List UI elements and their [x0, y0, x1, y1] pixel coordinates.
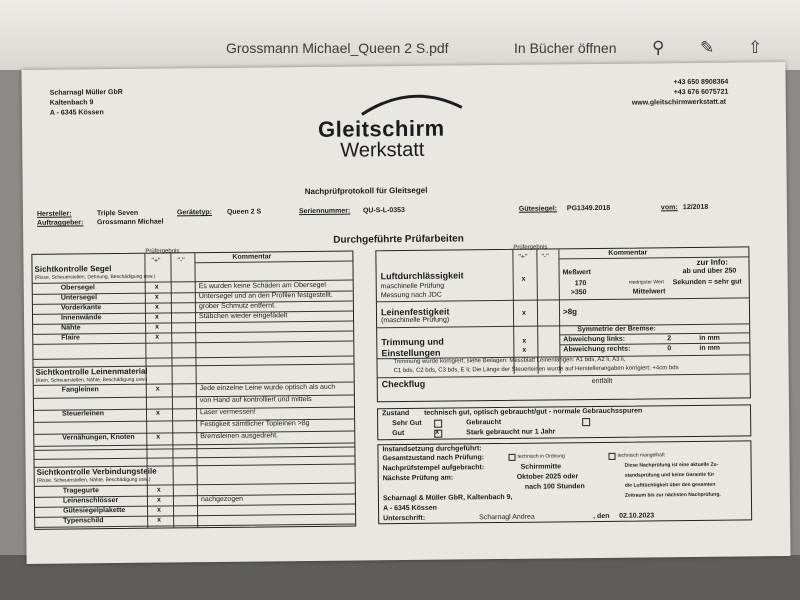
addr-2: A - 6345 Kössen: [383, 504, 437, 513]
note-2: standsprüfung und keine Garantie für: [624, 471, 715, 479]
company-phone-1: +43 650 8908364: [673, 78, 729, 87]
trimmung-note-1: Trimmung wurde korrigiert, siehe Beilagen: Messblatt Leinenlängen: A1 bds, A2 li, A3 li,: [393, 356, 626, 366]
zustand-gebraucht: Gebraucht: [466, 419, 502, 427]
leinen-title: Sichtkontrolle Leinenmaterial: [35, 366, 148, 377]
naechste-label: Nächste Prüfung am:: [382, 474, 454, 483]
trimmung-mark-1: x: [522, 337, 527, 345]
zustand-box: [377, 404, 751, 440]
unterschrift-label: Unterschrift:: [383, 514, 426, 523]
search-icon[interactable]: ⚲: [652, 38, 665, 57]
stempel-value: Schirmmitte: [520, 463, 562, 471]
segel-row-divider: [33, 331, 353, 335]
leinen-sub: (Kern, Scheuerstellen, Nähte, Beschädigung usw.): [35, 376, 148, 384]
gebraucht-checkbox[interactable]: [582, 418, 590, 426]
logo-arc-icon: [342, 87, 482, 118]
document-title: Nachprüfprotokoll für Gleitsegel: [304, 185, 428, 197]
luft-info1: ab und über 250: [682, 267, 737, 276]
naechste-value-2: nach 100 Stunden: [524, 483, 585, 491]
luft-m1-note: niedrigster Wert: [628, 279, 664, 286]
verbindung-row-mark: x: [157, 516, 162, 524]
abw-rechts-label: Abweichung rechts:: [563, 345, 631, 354]
company-name: Scharnagl Müller GbR: [49, 88, 123, 97]
luft-info2: Sekunden = sehr gut: [672, 278, 742, 287]
segel-row-mark: x: [154, 293, 159, 301]
document-page: [21, 62, 790, 564]
abw-rechts-unit: in mm: [699, 344, 721, 352]
leinen-row-comment: Jede einzelne Leine wurde optisch als auch: [199, 383, 336, 393]
right-table: [375, 246, 751, 402]
markup-icon[interactable]: ✎: [700, 38, 715, 57]
right-col-minus: "-": [541, 253, 549, 261]
zustand-stark: Stark gebraucht nur 1 Jahr: [466, 428, 556, 437]
open-in-books-button[interactable]: In Bücher öffnen: [514, 40, 617, 56]
company-city: A - 6345 Kössen: [49, 109, 104, 117]
right-kommentar-header: Kommentar: [608, 249, 648, 257]
leinen-row-label: Steuerleinen: [62, 410, 105, 418]
segel-row-mark: x: [154, 313, 159, 321]
file-title: Grossmann Michael_Queen 2 S.pdf: [226, 40, 449, 56]
seriennummer-label: Seriennummer:: [298, 207, 351, 216]
sym-title: Symmetrie der Bremse:: [577, 325, 656, 334]
sehr-gut-checkbox[interactable]: [434, 420, 442, 428]
verbindung-row-label: Tragegurte: [62, 487, 100, 495]
leinen-row-mark: x: [156, 433, 161, 441]
luft-m2-note: Mittelwert: [632, 288, 666, 296]
leinen-row-label: Fangleinen: [61, 386, 99, 394]
luft-line1: maschinelle Prüfung: [380, 282, 445, 291]
festigkeit-value: >8g: [562, 307, 578, 317]
verbindung-row-mark: x: [157, 506, 161, 514]
gesamt-opt1: technisch in Ordnung: [517, 453, 565, 460]
leinen-row-mark: x: [155, 409, 160, 417]
verbindung-row-mark: x: [156, 496, 161, 504]
left-kommentar-header: Kommentar: [232, 253, 272, 261]
leinen-row-comment: Festigkeit sämtlicher Topleinen >8g: [200, 420, 310, 429]
company-street: Kaltenbach 9: [49, 99, 94, 107]
guetesiegel-value: PG1349.2018: [566, 204, 611, 213]
luft-title: Luftdurchlässigkeit: [380, 270, 464, 282]
logo-line-2: Werkstatt: [340, 138, 425, 162]
hersteller-value: Triple Seven: [96, 209, 139, 218]
festigkeit-sub: (maschinelle Prüfung): [381, 316, 450, 325]
luft-m2: >350: [570, 289, 587, 297]
segel-row-label: Obersegel: [60, 284, 96, 292]
auftraggeber-label: Auftraggeber:: [37, 219, 84, 227]
segel-row-mark: x: [154, 283, 159, 291]
stempel-label: Nachprüfstempel aufgebracht:: [382, 464, 485, 473]
abw-links-value: 2: [667, 335, 672, 343]
luft-m1: 170: [574, 280, 587, 288]
viewer-toolbar: [0, 0, 800, 70]
festigkeit-mark: x: [521, 309, 526, 317]
abw-links-unit: in mm: [699, 334, 720, 342]
left-pruefergebnis-label: Prüfergebnis: [145, 248, 180, 255]
leinen-row-comment: Laser vermessen!: [199, 408, 256, 417]
verbindung-row-mark: x: [156, 486, 161, 494]
den-label: , den: [593, 512, 610, 521]
unterschrift-value: Scharnagl Andrea: [479, 513, 535, 522]
guetesiegel-label: Gütesiegel:: [518, 205, 558, 213]
verbindung-row-comment: nachgezogen: [200, 495, 244, 504]
opt1-checkbox[interactable]: [508, 454, 515, 461]
segel-row-mark: x: [154, 303, 159, 311]
trimmung-title-1: Trimmung und: [381, 336, 444, 348]
right-col-plus: "+": [518, 253, 528, 261]
hersteller-label: Hersteller:: [36, 210, 72, 218]
leinen-row-mark: x: [155, 385, 160, 393]
instandsetzung-box: [377, 440, 752, 524]
geraetetyp-label: Gerätetyp:: [176, 209, 212, 217]
seriennummer-value: QU-S-L-0353: [362, 207, 405, 215]
verbindung-row-label: Typenschild: [63, 517, 104, 525]
gesamt-label: Gesamtzustand nach Prüfung:: [382, 454, 485, 463]
auftraggeber-value: Grossmann Michael: [97, 218, 164, 227]
segel-row-comment: Es wurden keine Schäden am Obersegel: [198, 281, 326, 291]
instandsetzung-title: Instandsetzung durchgeführt:: [382, 445, 482, 454]
zustand-text: technisch gut, optisch gebraucht/gut - normale Gebrauchsspuren: [424, 407, 643, 417]
verbindung-sub: (Risse, Scheuerstellen, Nähte, Beschädigung usw.): [36, 476, 151, 484]
segel-row-comment: Untersegel und an den Profilen festgestellt.: [198, 291, 333, 301]
festigkeit-title: Leinenfestigkeit: [380, 306, 450, 318]
opt2-checkbox[interactable]: [608, 453, 615, 460]
gut-mark: x: [435, 428, 440, 436]
segel-row-mark: x: [155, 333, 160, 341]
segel-row-mark: x: [155, 323, 160, 331]
logo-line-1: Gleitschirm: [317, 115, 445, 142]
section-title: Durchgeführte Prüfarbeiten: [333, 233, 464, 246]
company-web: www.gleitschirmwerkstatt.at: [631, 98, 727, 107]
segel-row-label: Nähte: [61, 324, 81, 332]
luft-messwert-label: Meßwert: [562, 269, 592, 277]
right-pruefergebnis-label: Prüfergebnis: [513, 244, 548, 251]
note-1: Diese Nachprüfung ist eine aktuelle Zu-: [624, 461, 719, 469]
verbindung-row-label: Gütesiegelplakette: [63, 506, 126, 515]
verbindung-row-label: Leinenschlösser: [62, 497, 119, 505]
segel-row-label: Flaire: [61, 334, 80, 342]
vom-value: 12/2018: [682, 203, 709, 212]
checkflug-value: entfällt: [591, 377, 613, 386]
naechste-value-1: Oktober 2025 oder: [516, 473, 579, 481]
leinen-row-label: Vernähungen, Knoten: [62, 433, 135, 442]
geraetetyp-value: Queen 2 S: [226, 208, 262, 216]
leinen-row-comment: Bremsleinen ausgedreht.: [200, 432, 279, 441]
note-4: Zeitraum bis zur nächsten Nachprüfung.: [624, 491, 721, 499]
luft-mark: x: [521, 275, 526, 283]
addr-1: Scharnagl & Müller GbR, Kaltenbach 9,: [382, 493, 513, 503]
segel-title: Sichtkontrolle Segel: [34, 264, 112, 274]
luft-line2: Messung nach JDC: [380, 291, 442, 300]
checkflug-label: Checkflug: [381, 378, 426, 390]
note-3: die Lufttüchtigkeit über den gesamten: [624, 481, 716, 489]
verbindung-title: Sichtkontrolle Verbindungsteile: [36, 466, 157, 477]
segel-row-label: Vorderkante: [60, 304, 102, 312]
zustand-gut: Gut: [392, 430, 405, 438]
segel-row-divider: [33, 341, 353, 345]
company-phone-2: +43 676 6075721: [673, 88, 729, 97]
left-col-minus: "-": [177, 257, 185, 265]
zustand-label: Zustand: [382, 409, 410, 418]
left-col-plus: "+": [151, 257, 161, 265]
vom-label: vom:: [660, 204, 678, 212]
gesamt-opt2: technisch mangelhaft: [617, 452, 665, 459]
trimmung-mark-2: x: [522, 346, 527, 354]
leinen-row-comment: von Hand auf kontrolliert und mittels: [199, 395, 312, 405]
left-table: [31, 251, 356, 530]
zustand-sehr-gut: Sehr Gut: [392, 419, 422, 428]
signature-date: 02.10.2023: [619, 512, 655, 520]
segel-row-comment: grober Schmutz entfernt.: [198, 302, 277, 311]
zur-info-label: zur Info:: [696, 257, 729, 267]
trimmung-title-2: Einstellungen: [381, 347, 441, 359]
trimmung-note-2: C1 bds, C2 bds, C3 bds, E li; Die Länge der Steuerleinen wurde auf Herstellerangaben korrigiert: +4cm bds: [393, 365, 679, 375]
abw-links-label: Abweichung links:: [563, 335, 626, 344]
segel-row-label: Untersegel: [60, 294, 98, 302]
segel-row-comment: Stäbchen wieder eingefädelt: [198, 312, 288, 321]
share-icon[interactable]: ⇧: [748, 38, 763, 57]
segel-row-label: Innenwände: [60, 314, 102, 322]
segel-sub: (Risse, Scheuerstellen, Dehnung, Beschädigung usw.): [34, 273, 156, 281]
abw-rechts-value: 0: [667, 345, 672, 353]
